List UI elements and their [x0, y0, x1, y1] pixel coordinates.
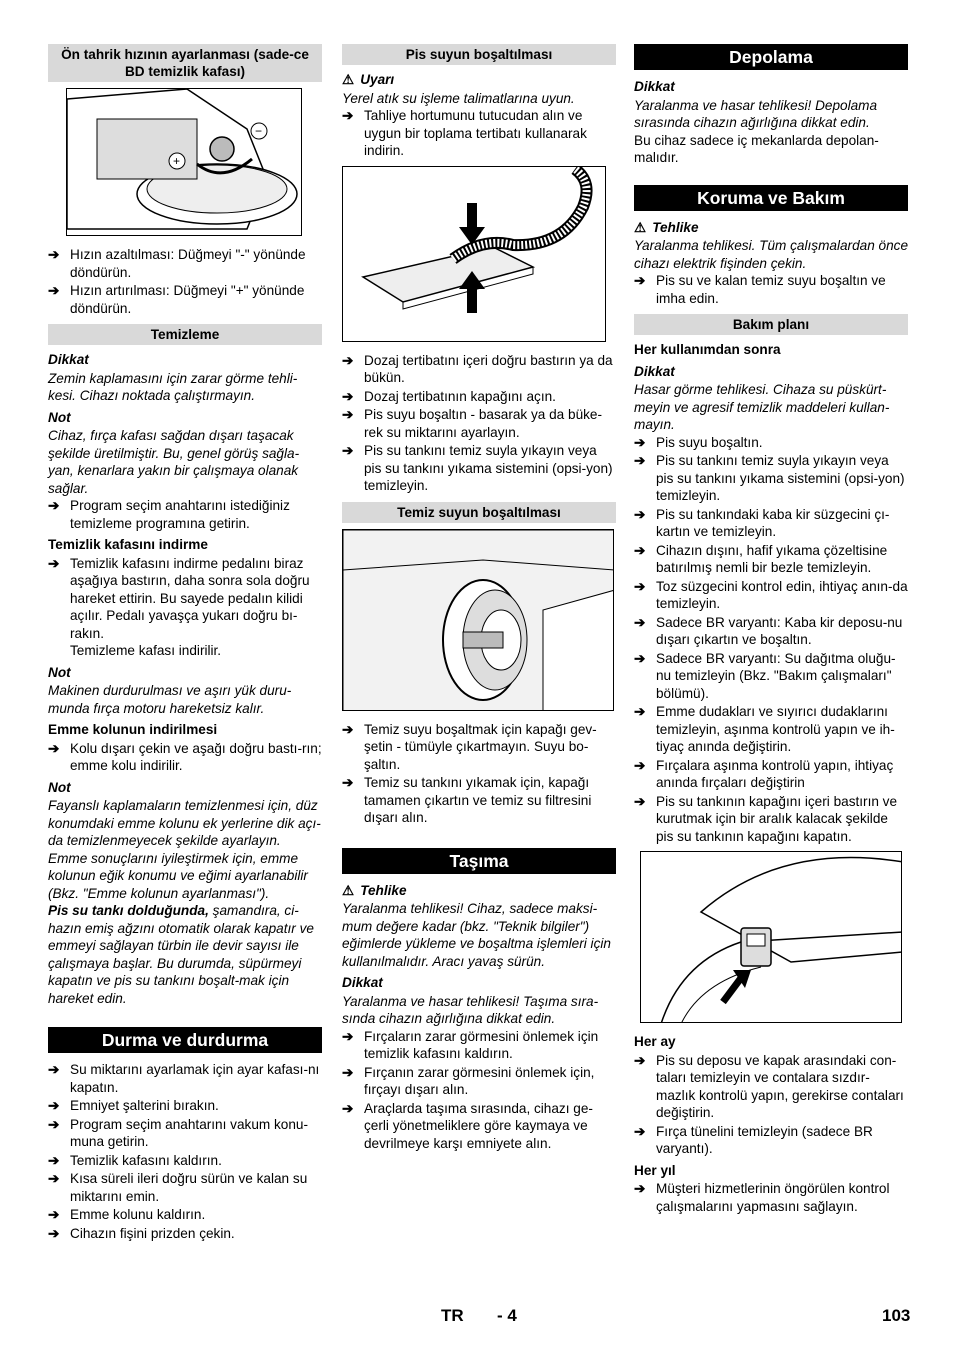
label-tehlike: ⚠ Tehlike: [634, 219, 699, 235]
footer-language: TR: [441, 1306, 464, 1325]
warning-icon: ⚠: [342, 882, 355, 898]
list-item: ➔ Fırçaların zarar görmesini önlemek için temizlik kafasını kaldırın.: [342, 1028, 599, 1061]
list-item: ➔ Fırçanın zarar görmesini önlemek için, fırçayı dışarı alın.: [342, 1064, 595, 1097]
suction-list: [48, 740, 322, 775]
label-dikkat: Dikkat: [342, 975, 383, 990]
transport-list: [342, 1028, 616, 1153]
warning-icon: ⚠: [342, 72, 355, 87]
list-item: ➔ Pis su tankının kapağını içeri bastırın ve kurutmak için bir aralık kalacak şekilde pis su tankının kapağını kapatın.: [634, 793, 898, 844]
storage-italic: Yaralanma ve hasar tehlikesi! Depolama sırasında cihazın ağırlığına dikkat edin.: [634, 97, 878, 130]
list-item: ➔ Pis suyu boşaltın.: [634, 434, 763, 450]
subheading-lower-head: Temizlik kafasını indirme: [48, 537, 208, 552]
list-item: ➔ Emme dudakları ve sıyırıcı dudaklarını temizleyin, aşınma kontrolü yapın ve ih-tiyaç anında değiştirin.: [634, 704, 895, 754]
tehlike-text: Yaralanma tehlikesi. Tüm çalışmalardan önce cihazı elektrik fişinden çekin.: [634, 238, 909, 271]
column-right: [634, 44, 908, 1216]
figure-tank-lid: [640, 851, 902, 1023]
yearly-list: [634, 1180, 908, 1215]
subheading-after-use: Her kullanımdan sonra: [634, 342, 781, 357]
footer-page: - 4: [497, 1306, 517, 1325]
list-item: ➔ Fırçalara aşınma kontrolü yapın, ihtiyaç anında fırçaları değiştirin: [634, 757, 894, 790]
column-middle: [342, 44, 616, 1153]
label-uyari: ⚠ Uyarı: [342, 72, 395, 87]
clean-list: [342, 721, 616, 827]
label-dikkat: Dikkat: [634, 363, 675, 379]
list-item: ➔ Su miktarını ayarlamak için ayar kafası-nı kapatın.: [48, 1062, 320, 1095]
column-left: [48, 44, 322, 1243]
not-text: Cihaz, fırça kafası sağdan dışarı taşacak şekilde üretilmiştir. Bu, genel görüş sağla-yan, kenarlara yakın bir çalışmaya olanak sağlar.: [48, 428, 300, 496]
list-item: ➔ Toz süzgecini kontrol edin, ihtiyaç anın-da temizleyin.: [634, 578, 908, 611]
section-heading-storage: Depolama: [634, 44, 908, 70]
section-heading-speed: Ön tahrik hızının ayarlanması (sade-ce BD temizlik kafası): [48, 44, 322, 82]
list-item: ➔ Temizlik kafasını indirme pedalını biraz aşağıya bastırın, daha sonra sola doğru hareket ettirin. Bu sayede pedalın kilidi açılır. Pedalı yavaşça yukarı doğru bı-rakın. Temizleme kafası indirilir.: [48, 555, 310, 658]
list-item: ➔ Hızın artırılması: Düğmeyi "+" yönünde döndürün.: [48, 283, 305, 316]
subheading-suction: Emme kolunun indirilmesi: [48, 722, 218, 737]
list-item: ➔ Sadece BR varyantı: Kaba kir deposu-nu dışarı çıkartın ve boşaltın.: [634, 614, 903, 647]
list-item: ➔ Sadece BR varyantı: Su dağıtma oluğu-nu temizleyin (Bkz. "Bakım çalışmaları" bölümü).: [634, 650, 896, 701]
maint-list: [634, 272, 908, 307]
dirty-list-2: [342, 352, 616, 495]
list-item: ➔ Fırça tünelini temizleyin (sadece BR varyantı).: [634, 1123, 873, 1156]
figure-speed-knob: [66, 88, 302, 236]
label-not: Not: [48, 664, 71, 680]
warning-icon: ⚠: [634, 219, 647, 235]
section-heading-dirty-water: Pis suyun boşaltılması: [342, 44, 616, 65]
stop-list: [48, 1061, 322, 1242]
list-item: ➔ Hızın azaltılması: Düğmeyi "-" yönünde döndürün.: [48, 247, 306, 280]
label-dikkat: Dikkat: [634, 79, 675, 94]
list-item: ➔ Program seçim anahtarını vakum konu-muna getirin.: [48, 1116, 308, 1149]
after-use-list: [634, 434, 908, 846]
section-heading-plan: Bakım planı: [634, 314, 908, 335]
list-item: ➔ Kısa süreli ileri doğru sürün ve kalan su miktarını emin.: [48, 1171, 308, 1204]
list-item: ➔ Tahliye hortumunu tutucudan alın ve uygun bir toplama tertibatı kullanarak indirin.: [342, 108, 587, 158]
list-item: ➔ Pis su tankını temiz suyla yıkayın veya pis su tankını yıkama sistemini (opsi-yon) temizleyin.: [634, 453, 905, 503]
list-item: ➔ Program seçim anahtarını istediğiniz temizleme programına getirin.: [48, 498, 290, 531]
label-not: Not: [48, 779, 71, 795]
list-item: ➔ Kolu dışarı çekin ve aşağı doğru bastı-rın; emme kolu indirilir.: [48, 740, 322, 773]
svg-text:−: −: [255, 124, 263, 138]
list-item: ➔ Temiz suyu boşaltmak için kapağı gev-şetin - tümüyle çıkartmayın. Suyu bo-şaltın.: [342, 721, 597, 772]
svg-text:+: +: [173, 154, 181, 168]
figure-drain-hose: [342, 166, 606, 342]
list-item: ➔ Emniyet şalterini bırakın.: [48, 1098, 219, 1113]
subheading-monthly: Her ay: [634, 1034, 676, 1049]
list-item: ➔ Pis suyu boşaltın - basarak ya da büke-rek su miktarını ayarlayın.: [342, 407, 603, 440]
uyari-text: Yerel atık su işleme talimatlarına uyun.: [342, 90, 575, 106]
section-heading-maintenance: Koruma ve Bakım: [634, 185, 908, 211]
label-tehlike: ⚠ Tehlike: [342, 882, 407, 898]
tehlike-text: Yaralanma tehlikesi! Cihaz, sadece maksi-mum değere kadar (bkz. "Teknik bilgiler") eğimlerde yükleme ve boşaltma işlemleri için kullanılmalıdır. Aracı yavaş sürün.: [342, 901, 611, 969]
list-item: ➔ Dozaj tertibatını içeri doğru bastırın ya da bükün.: [342, 352, 613, 385]
section-heading-transport: Taşıma: [342, 848, 616, 874]
not-text: Makinen durdurulması ve aşırı yük duru-munda fırça motoru hareketsiz kalır.: [48, 683, 292, 716]
list-item: ➔ Pis su tankındaki kaba kir süzgecini çı-kartın ve temizleyin.: [634, 506, 890, 539]
storage-text: Bu cihaz sadece iç mekanlarda depolan-malıdır.: [634, 132, 879, 165]
monthly-list: [634, 1052, 908, 1158]
list-item: ➔ Emme kolunu kaldırın.: [48, 1207, 206, 1222]
label-not: Not: [48, 409, 71, 425]
dikkat-text: Yaralanma ve hasar tehlikesi! Taşıma sıra-sında cihazın ağırlığına dikkat edin.: [342, 993, 599, 1026]
lower-list: [48, 555, 322, 660]
list-item: ➔ Temiz su tankını yıkamak için, kapağı tamamen çıkartın ve temiz su filtresini dışarı alın.: [342, 775, 592, 825]
figure-clean-water-cap: [342, 529, 614, 711]
section-heading-clean-water: Temiz suyun boşaltılması: [342, 502, 616, 523]
section-heading-stop: Durma ve durdurma: [48, 1027, 322, 1053]
subheading-yearly: Her yıl: [634, 1162, 676, 1178]
list-item: ➔ Cihazın fişini prizden çekin.: [48, 1225, 235, 1241]
program-list: [48, 497, 322, 532]
dikkat-text: Hasar görme tehlikesi. Cihaza su püskürt-meyin ve agresif temizlik maddeleri kullan-mayın.: [634, 382, 890, 432]
speed-list: [48, 246, 322, 317]
list-item: ➔ Müşteri hizmetlerinin öngörülen kontrol çalışmalarını yapmasını sağlayın.: [634, 1181, 890, 1214]
not-text: Fayanslı kaplamaların temizlenmesi için, düz konumdaki emme kolunu ek yerlerine dik açı-da temizlenmeyecek şekilde ayarlayın. Emme sonuçlarını iyileştirmek için, emme kolunun eğik konumu ve eğimi ayarlanabilir (Bkz. "Emme kolunun ayarlanması"). Pis su tankı dolduğunda, şamandıra, ci-hazın emiş ağzını otomatik olarak kapatır ve emmeyi sağlayan türbin ile devir sayısı ile çalışmaya başlar. Bu durumda, süpürmeyi kapatın ve pis su tankını boşalt-mak için hareket edin.: [48, 798, 321, 1006]
list-item: ➔ Cihazın dışını, hafif yıkama çözeltisine batırılmış nemli bir bezle temizleyin.: [634, 542, 888, 575]
list-item: ➔ Temizlik kafasını kaldırın.: [48, 1152, 222, 1168]
list-item: ➔ Dozaj tertibatının kapağını açın.: [342, 388, 556, 404]
list-item: ➔ Araçlarda taşıma sırasında, cihazı ge-çerli yönetmeliklere göre kaymaya ve devrilmeye karşı emniyete alın.: [342, 1100, 593, 1151]
list-item: ➔ Pis su tankını temiz suyla yıkayın veya pis su tankını yıkama sistemini (opsi-yon) temizleyin.: [342, 443, 613, 493]
list-item: ➔ Pis su ve kalan temiz suyu boşaltın ve imha edin.: [634, 273, 886, 306]
section-heading-cleaning: Temizleme: [48, 324, 322, 345]
list-item: ➔ Pis su deposu ve kapak arasındaki con-taları temizleyin ve contalara sızdır-mazlık kontrolü yapın, gerekirse contaları değiştirin.: [634, 1052, 904, 1120]
dirty-list-1: [342, 107, 616, 160]
label-dikkat: Dikkat: [48, 352, 89, 367]
dikkat-text: Zemin kaplamasını için zarar görme tehli-kesi. Cihazı noktada çalıştırmayın.: [48, 370, 298, 403]
footer-page-number: 103: [882, 1306, 911, 1325]
